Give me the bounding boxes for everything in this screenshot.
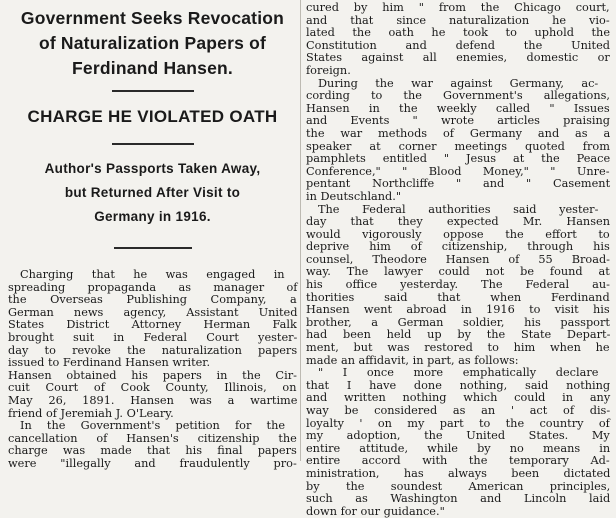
article-line: During the war against Germany, ac-: [318, 76, 599, 90]
article-line: day to revoke the naturalization papers: [8, 343, 298, 357]
subdeck-divider: [114, 247, 192, 249]
article-line: speaker at corner meetings quoted from: [306, 139, 610, 153]
article-line: entire attitude, while by no means in: [306, 441, 611, 455]
article-line: Hansen went abroad in 1916 to visit his: [306, 303, 610, 317]
article-line: spreading propaganda as manager of: [8, 280, 298, 294]
article-line: down for our guidance.": [306, 504, 445, 518]
article-line: and written nothing which could in any: [306, 391, 611, 405]
article-line: and Events " wrote articles praising: [306, 114, 611, 128]
article-line: way be considered as an ' act of dis-: [306, 404, 611, 417]
article-line: his office yesterday. The Federal au-: [306, 278, 610, 292]
article-line: Hansen in the weekly called " Issues: [306, 101, 610, 115]
article-line: friend of Jeremiah J. O'Leary.: [8, 406, 174, 420]
article-line: counsel, Theodore Hansen of 55 Broad-: [306, 252, 611, 266]
article-line: charge was made that his final papers: [8, 444, 297, 458]
article-body-left: [8, 269, 297, 471]
headline-line-3: Ferdinand Hansen.: [72, 58, 233, 78]
subdeck-headline: [8, 157, 297, 229]
article-line: brother, a German soldier, his passport: [306, 315, 610, 329]
headline-line-2: of Naturalization Papers of: [38, 33, 267, 53]
article-line: deprive him of citizenship, through his: [306, 240, 610, 254]
headline-line-1: Government Seeks Revocation: [20, 8, 285, 28]
article-line: made an affidavit, in part, as follows:: [306, 353, 519, 367]
article-line: Conference," " Blood Money," " Unre-: [306, 164, 610, 178]
article-line: May 26, 1891. Hansen was a wartime: [8, 393, 298, 407]
article-line: lated the oath he took to uphold the: [306, 26, 611, 40]
article-line: and that since naturalization he vio-: [306, 13, 610, 27]
article-line: Constitution and defend the United: [306, 38, 610, 52]
left-column: [8, 0, 298, 470]
article-line: day that they expected Mr. Hansen: [306, 215, 610, 229]
article-line: the Overseas Publishing Company, a: [8, 293, 297, 307]
article-line: Hansen obtained his papers in the Cir-: [8, 368, 297, 382]
article-line: cuit Court of Cook County, Illinois, on: [8, 381, 297, 395]
article-line: pamphlets entitled " Jesus at the Peace: [306, 152, 611, 166]
main-headline: [8, 6, 297, 81]
article-line: cancellation of Hansen's citizenship the: [8, 431, 297, 445]
article-line: pentant Northcliffe " and " Casement: [306, 177, 611, 191]
article-line: were "illegally and fraudulently pro-: [8, 456, 297, 470]
article-line: that I have done nothing, said nothing: [306, 378, 611, 392]
article-line: entire accord with the temporary Ad-: [306, 454, 610, 468]
article-line: would vigorously oppose the effort to: [306, 227, 610, 241]
subdeck-line-1: Author's Passports Taken Away,: [44, 161, 261, 176]
article-line: such as Washington and Lincoln laid: [306, 492, 611, 506]
article-line: my adoption, the United States. My: [306, 429, 610, 443]
deck-divider: [112, 143, 194, 145]
article-line: Charging that he was engaged in: [20, 268, 285, 281]
article-line: ministration, has always been dictated: [306, 466, 611, 480]
article-line: by the soundest American principles,: [306, 479, 611, 493]
article-line: brought suit in Federal Court yester-: [8, 330, 298, 344]
article-line: foreign.: [306, 63, 351, 77]
article-line: the war methods of Germany and as a: [306, 126, 611, 140]
headline-divider: [112, 90, 194, 92]
article-line: had been held up by the State Depart-: [306, 328, 611, 342]
article-line: cured by him " from the Chicago court,: [306, 1, 610, 14]
article-line: States District Attorney Herman Falk: [8, 318, 297, 332]
article-line: " I once more emphatically declare: [318, 366, 599, 380]
subdeck-line-2: but Returned After Visit to: [64, 185, 241, 200]
article-line: way. The lawyer could not be found at: [306, 265, 610, 279]
article-line: in Deutschland.": [306, 189, 402, 203]
right-column: [306, 0, 611, 518]
article-line: issued to Ferdinand Hansen writer.: [8, 356, 211, 370]
subdeck-line-3: Germany in 1916.: [94, 209, 211, 224]
article-body-right: [306, 2, 610, 518]
article-line: The Federal authorities said yester-: [318, 202, 599, 216]
article-line: German news agency, Assistant United: [8, 305, 298, 319]
column-divider: [300, 0, 301, 461]
article-line: States against all enemies, domestic or: [306, 51, 610, 65]
article-line: cording to the Government's allegations,: [306, 89, 611, 103]
article-line: ment, but was restored to him when he: [306, 341, 610, 355]
deck-headline: CHARGE HE VIOLATED OATH: [27, 107, 278, 126]
article-line: loyalty ' on my part to the country of: [306, 416, 610, 430]
article-line: thorities said that when Ferdinand: [306, 290, 610, 304]
article-line: In the Government's petition for the: [20, 419, 286, 433]
